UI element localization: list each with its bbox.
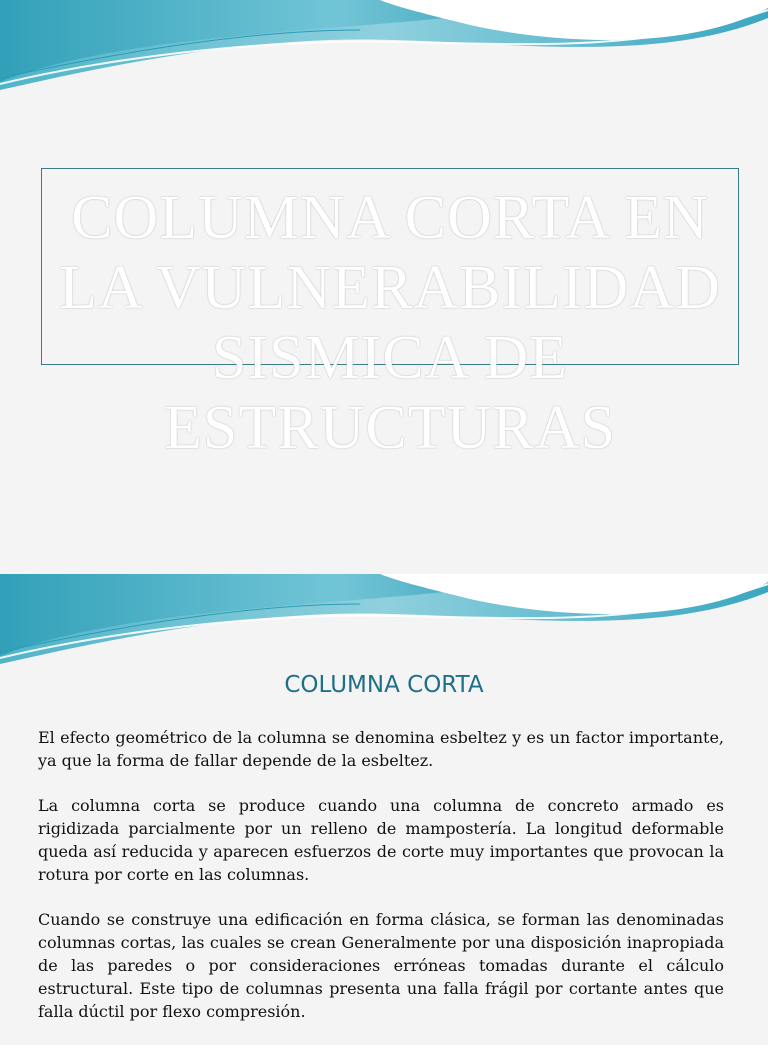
- wave-header-decoration: [0, 574, 768, 674]
- content-slide: [0, 574, 768, 1024]
- paragraph: La columna corta se produce cuando una columna de concreto armado es rigidizada parcialmente por un relleno de mampostería. La longitud deformable queda así reducida y aparecen esfuerzos de corte muy importantes que provocan la rotura por corte en las columnas.: [38, 796, 724, 884]
- paragraph: El efecto geométrico de la columna se denomina esbeltez y es un factor importante, ya que la forma de fallar depende de la esbeltez.: [38, 728, 724, 770]
- body-text: [38, 726, 724, 1045]
- title-frame: [41, 168, 739, 462]
- paragraph: Cuando se construye una edificación en forma clásica, se forman las denominadas columnas cortas, las cuales se crean Generalmente por una disposición inapropiada de las paredes o por consideraciones erróneas tomadas durante el cálculo estructural. Este tipo de columnas presenta una falla frágil por cortante antes que falla dúctil por flexo compresión.: [38, 910, 724, 1021]
- slide-heading: COLUMNA CORTA: [284, 672, 484, 698]
- slide-title: COLUMNA CORTA EN LA VULNERABILIDAD SISMICA DE ESTRUCTURAS: [59, 184, 721, 462]
- wave-header-decoration: [0, 0, 768, 100]
